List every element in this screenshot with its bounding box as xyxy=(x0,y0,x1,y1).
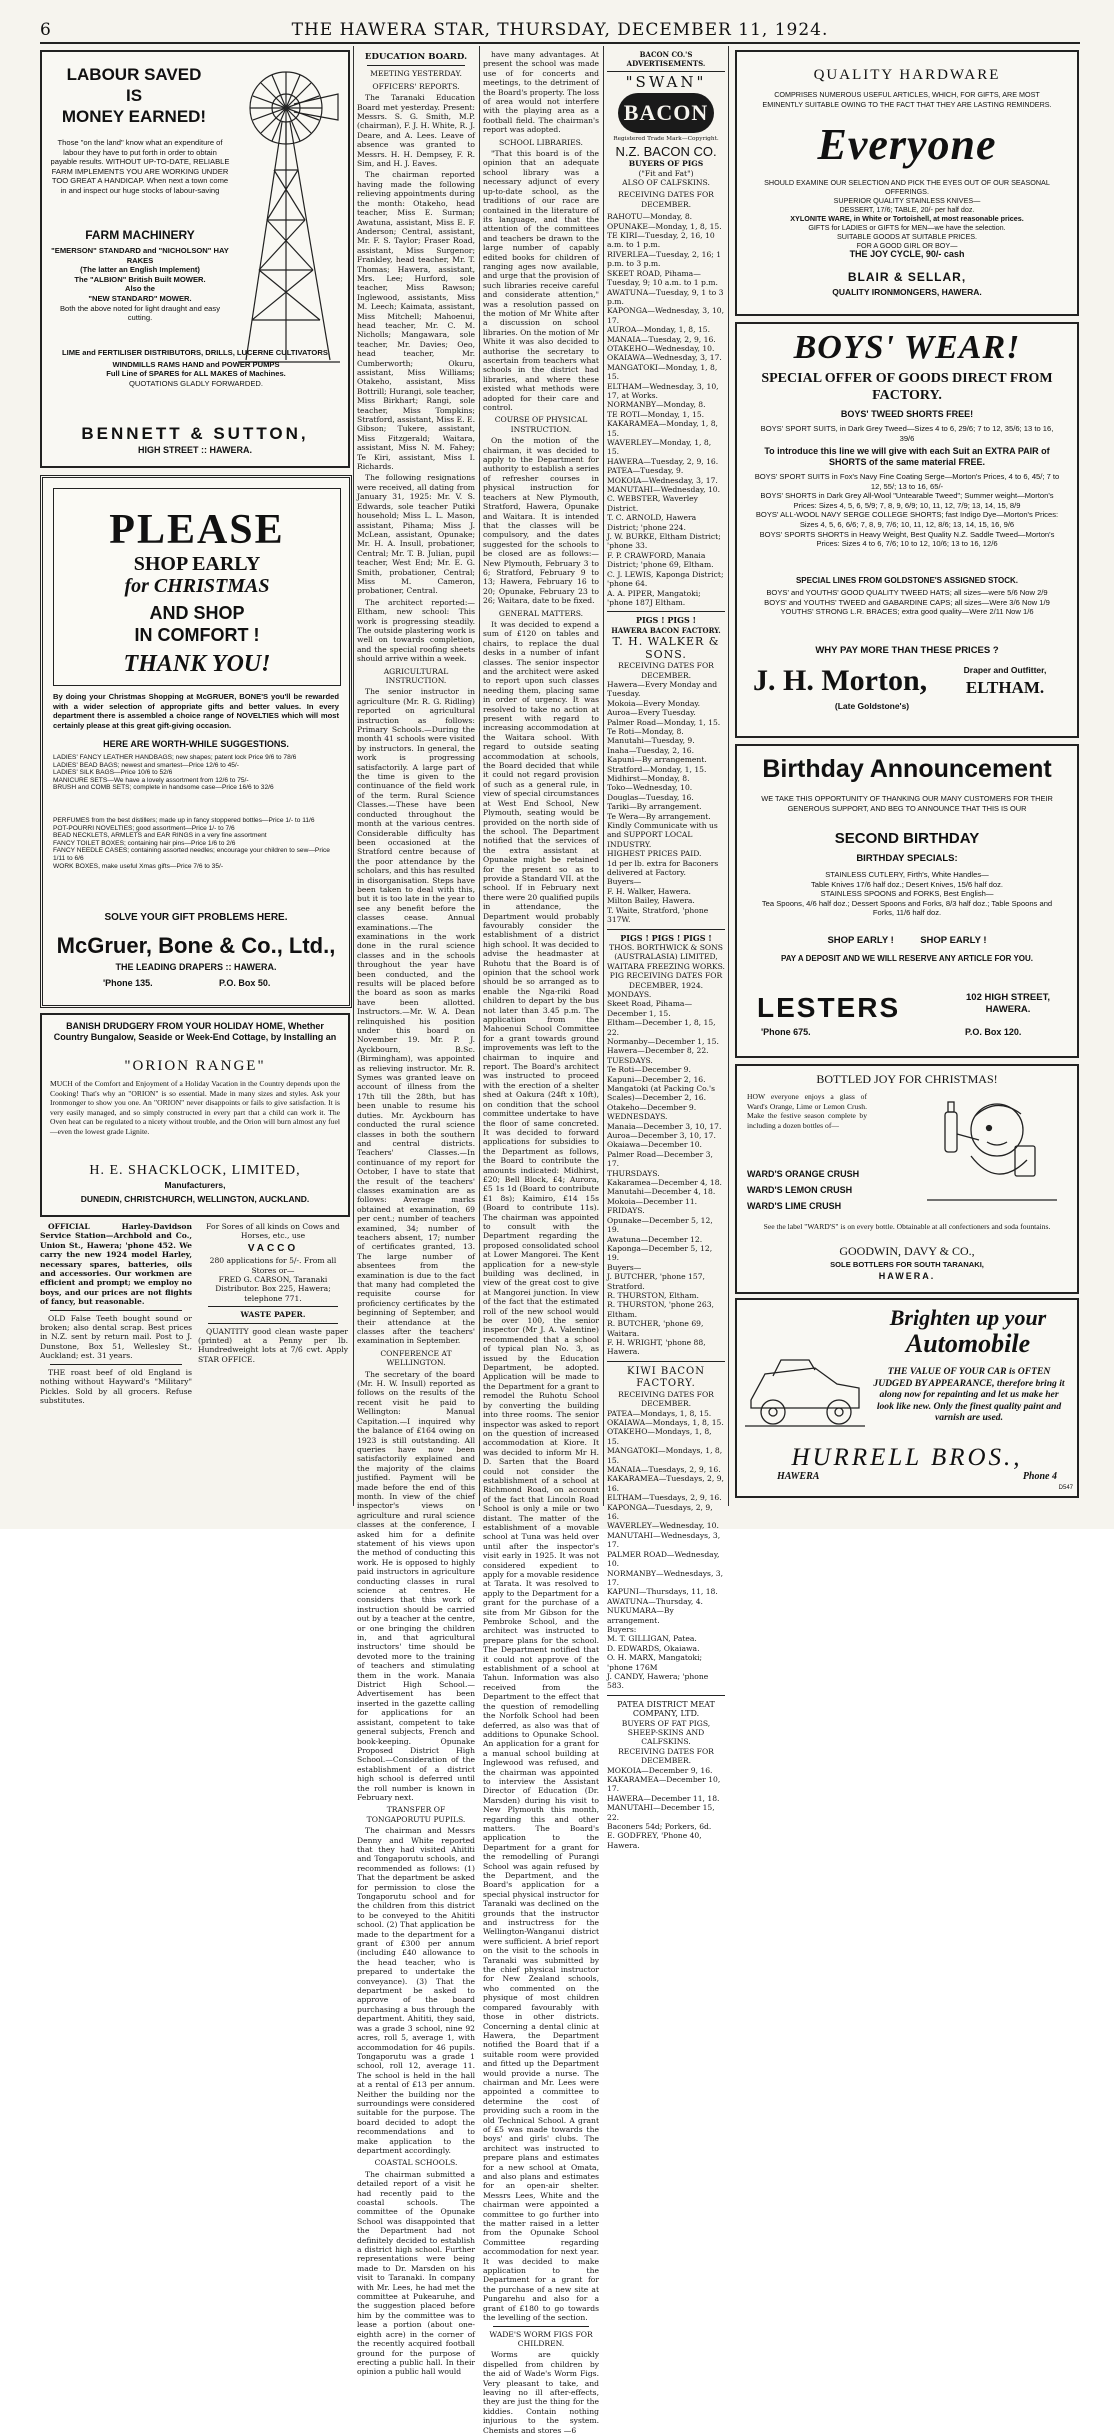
suggestion-item: LADIES' SILK BAGS—Price 10/6 to 52/6 xyxy=(53,769,173,777)
walker-date-item: T. Waite, Stratford, 'phone 317W. xyxy=(607,905,709,925)
labour-line: WINDMILLS RAMS HAND and POWER PUMPS xyxy=(112,359,280,369)
walker-date-item: HIGHEST PRICES PAID. xyxy=(607,849,702,859)
borthwick-date-item: Skeet Road, Pihama—December 1, 15. xyxy=(607,999,693,1018)
labour-intro: Those "on the land" know what an expenditure of labour they have to put forth in order to obtain payable results. WITHOUT UP-TO-DATE, RELIABLE FARM IMPLEMENTS YOU ARE WORKING UNDER TOO GREAT A HANDICAP. When next a town come in and inspect our huge stocks of labour-saving xyxy=(50,138,230,195)
walker-date-item: Inaha—Tuesday, 2, 16. xyxy=(607,745,695,755)
article-paragraph: The chairman submitted a detailed report of a visit he had recently paid to the coastal schools. The committee of the Opunake School was disappointed that the Department had not definitely decided to establish a district high school. Further representations were being made to Dr. Marsden on his visit to Taranaki. In company with Mr. Lees, he had met the committee at Pukearuhe, and the suggestion placed before him by the committee was to lease a portion (about one-eighth acre) in the corner of the recently acquired football ground for the purpose of erecting a public hall. In their opinion a public hall would xyxy=(357,2169,475,2377)
kiwi-date-item: MANUTAHI—Wednesdays, 3, 17. xyxy=(607,1530,721,1550)
birthday-line: Tea Spoons, 4/6 half doz.; Dessert Spoons and Forks, 8/3 half doz.; Table Spoons and Forks, 11/6 half doz. xyxy=(761,898,1053,918)
education-sub1: MEETING YESTERDAY. xyxy=(370,69,462,79)
hardware-line: DESSERT, 17/6; TABLE, 20/- per half doz. xyxy=(839,205,975,214)
borthwick-date-item: Buyers— xyxy=(607,1262,642,1272)
patea-date-item: MANUTAHI—December 15, 22. xyxy=(607,1803,715,1822)
bacon-date-item: NORMANBY—Monday, 8. xyxy=(607,400,706,410)
small-ads-left xyxy=(40,1222,192,1490)
vacco-name: VACCO xyxy=(247,1242,299,1254)
lesters-name: LESTERS xyxy=(757,992,901,1023)
swan-brand: "SWAN" xyxy=(625,72,707,91)
suggestion-item: BRUSH and COMB SETS; complete in handsome case—Price 16/6 to 32/6 xyxy=(53,784,274,792)
article-paragraph: The chairman reported having made the following relieving appointments during the month: Otakeho, head teacher, Miss E. Surman; Awatuna, assistant, Miss E. F. Anderson; Central, assistant, Mr. F. S. Taylor; Fraser Road, assistant, Miss Surgenor; Frankley, head teacher, Mr. T. Thomas; Hawera, assistant, Mrs. Lee; Hurford, sole teacher, Miss Rawson; Inglewood, assistants, Miss M. Leech; Kaimata, assistant, Miss Mitchell; Mahoenui, head teacher, Mr. C. M. Nicholls; Mangawara, sole teacher, Mr. Davies; Oeo, head teacher, Mr. Cumberworth; Okuru, assistant, Miss Williams; Otakeho, assistant, Miss Bottrill; Hurangi, sole teacher, Miss Birkhart; Rangi, sole teacher, Miss Tompkins; Stratford, assistant, Miss E. E. Gibson; Tukere, assistant, Miss Fitzgerald; Waitara, assistant, Miss N. M. Fahey; Te Kiri, assistant, Miss I. Richards. xyxy=(357,170,475,472)
borthwick-date-item: Mangatoki (at Packing Co.'s Scales)—December 2, 16. xyxy=(607,1084,715,1103)
false-teeth-ad: OLD False Teeth bought sound or broken; also dental scrap. Best prices in N.Z. sent by return mail. Post to J. Dunstone, Box 51, Wellesley St., Auckland; est. 31 years. xyxy=(40,1313,192,1361)
goodwin-davy-name: GOODWIN, DAVY & CO., xyxy=(839,1244,975,1258)
borthwick-dates-list xyxy=(607,990,725,1357)
patea-receiving: RECEIVING DATES FOR DECEMBER. xyxy=(618,1746,714,1766)
patea-date-item: KAKARAMEA—December 10, 17. xyxy=(607,1775,721,1794)
walker-date-item: Milton Bailey, Hawera. xyxy=(607,896,695,906)
boys-bold-offer: To introduce this line we will give with each Suit an EXTRA PAIR of SHORTS of the same material FREE. xyxy=(764,446,1050,467)
article-paragraph: have many advantages. At present the school was made use of for concerts and meetings, to the detriment of the Board's property. The loss of area would not interfere with the playing area as a football field. The chairman's report was adopted. xyxy=(483,50,599,135)
kiwi-dates-list xyxy=(607,1409,725,1691)
hardware-line: SUPERIOR QUALITY STAINLESS KNIVES— xyxy=(833,196,981,205)
article-paragraph: The secretary of the board (Mr. H. W. Insull) reported as follows on the results of the recent visit he paid to Wellington: Manual Capitation.—I inquired why the balance of £164 owing on 1923 is still outstanding. All queries have now been satisfactorily explained and the majority of the claims justified. Payment will be made before the end of this month. In view of the chief inspector's views on agriculture and rural science classes at the conference, I asked him for a definite statement of his views upon the method of conducting this work. He is opposed to highly paid instructors in agriculture conducting classes in rural science at centres. He considers that this work of instruction should be carried out by a teacher at the centre, or one bringing the children in, and that agricultural instructors' time should be devoted more to the training of teachers and stimulating them in the work. Manaia District High School.—Advertisement has been inserted in the gazette calling for applications for an assistant, competent to take general subjects, French and book-keeping. Opunake Proposed District High School.—Consideration of the establishment of a district high school is deferred until the roll number is known in February next. xyxy=(357,1369,475,1802)
kiwi-date-item: NUKUMARA—By arrangement. xyxy=(607,1606,674,1625)
for-christmas-headline: for CHRISTMAS xyxy=(124,575,270,597)
kiwi-date-item: M. T. GILLIGAN, Patea. xyxy=(607,1634,697,1644)
goldstone-heading: SPECIAL LINES FROM GOLDSTONE'S ASSIGNED STOCK. xyxy=(795,576,1019,585)
labour-line: (The latter an English Implement) xyxy=(80,265,200,275)
article-paragraph: Worms are quickly dispelled from children by the aid of Wade's Worm Figs. Very pleasant to take, and leaving no ill after-effects, they are just the thing for the kiddies. Contain nothing injurious to the system. Chemists and stores —6 xyxy=(483,2350,599,2435)
kiwi-date-item: OKAIAWA—Mondays, 1, 8, 15. xyxy=(607,1418,724,1427)
walker-date-item: F. H. Walker, Hawera. xyxy=(607,886,691,896)
in-comfort-headline: IN COMFORT ! xyxy=(134,625,260,645)
article-subheading: SCHOOL LIBRARIES. xyxy=(499,137,583,147)
article-subheading: TRANSFER OF TONGAPORUTU PUPILS. xyxy=(366,1805,466,1824)
blair-sellar-name: BLAIR & SELLAR, xyxy=(847,270,967,284)
boys-line: BOYS' and YOUTHS' TWEED and GABARDINE CAPS; all sizes—Were 3/6 Now 1/9 xyxy=(764,597,1050,607)
ward-item: WARD'S ORANGE CRUSH xyxy=(747,1169,860,1179)
kiwi-date-item: J. CANDY, Hawera; 'phone 583. xyxy=(607,1671,709,1691)
farm-machinery-heading: FARM MACHINERY xyxy=(85,228,195,242)
walker-date-item: 1d per lb. extra for Baconers delivered at Factory. xyxy=(607,858,719,878)
walker-date-item: Midhirst—Monday, 8. xyxy=(607,774,690,783)
walker-date-item: Auroa—Every Tuesday. xyxy=(607,708,696,718)
quality-hardware-ad xyxy=(735,50,1079,316)
patea-date-item: HAWERA—December 11, 18. xyxy=(607,1793,720,1803)
brighten-headline: Brighten up your xyxy=(889,1305,1047,1330)
vacco-price: 280 applications for 5/-. From all Stores or— xyxy=(209,1256,337,1275)
bacon-trademark: Registered Trade Mark—Copyright. xyxy=(613,135,719,142)
bacon-date-item: OTAKEHO—Wednesday, 10. xyxy=(607,343,715,353)
article-subheading: GENERAL MATTERS. xyxy=(498,608,584,618)
mcgruer-ad-lower xyxy=(40,815,352,1008)
kiwi-date-item: ELTHAM—Tuesdays, 2, 9, 16. xyxy=(607,1493,722,1503)
lesters-phone: 'Phone 675. xyxy=(761,1027,811,1037)
borthwick-pigs: PIGS ! PIGS ! PIGS ! xyxy=(620,932,712,943)
car-illustration xyxy=(745,1330,865,1440)
borthwick-date-item: Palmer Road—December 3, 17. xyxy=(607,1149,713,1169)
boys-wear-title: BOYS' WEAR! xyxy=(793,329,1021,366)
goodwin-role: SOLE BOTTLERS FOR SOUTH TARANAKI, xyxy=(830,1260,984,1269)
mcgruer-intro: By doing your Christmas Shopping at McGRUER, BONE'S you'll be rewarded with a wider selection of appropriate gifts and better values. In every department there is assembled a choice range of NOVELTIES which will most certainly please at this great gift-giving occasion. xyxy=(53,692,339,730)
thank-you-headline: THANK YOU! xyxy=(123,651,271,677)
mcgruer-firm-name: McGruer, Bone & Co., Ltd., xyxy=(56,933,336,958)
bacon-date-item: SKEET ROAD, Pihama—Tuesday, 9; 10 a.m. to 1 p.m. xyxy=(607,268,718,288)
labour-saved-ad xyxy=(40,50,350,468)
article-paragraph: The Taranaki Education Board met yesterday. Present: Messrs. S. G. Smith, M.P. (chairman), F. J. H. White, R. J. Deare, and A. Lees. Leave of absence was granted to Messrs. H. H. Dempsey, F. R. Sim, and H. J. Eaves. xyxy=(357,93,475,169)
borthwick-date-item: Kapuni—December 2, 16. xyxy=(607,1074,706,1084)
labour-line: LIME and FERTILISER DISTRIBUTORS, DRILLS, LUCERNE CULTIVATORS. xyxy=(61,348,331,357)
walker-dates-list xyxy=(607,680,725,925)
labour-headline-1: LABOUR SAVED xyxy=(66,65,202,84)
kiwi-date-item: PALMER ROAD—Wednesday, 10. xyxy=(607,1549,720,1569)
borthwick-firm: THOS. BORTHWICK & SONS (AUSTRALASIA) LIMITED, WAITARA FREEZING WORKS. xyxy=(607,942,725,971)
kiwi-date-item: PATEA—Mondays, 1, 8, 15. xyxy=(607,1408,712,1418)
column-rule xyxy=(603,46,604,1506)
bacon-date-item: AWATUNA—Tuesday, 9, 1 to 3 p.m. xyxy=(607,287,724,306)
birthday-specials: BIRTHDAY SPECIALS: xyxy=(856,853,958,864)
bacon-date-item: C. J. LEWIS, Kaponga District; 'phone 64. xyxy=(607,569,724,589)
hurrell-bros-ad xyxy=(735,1298,1079,1498)
patea-date-item: E. GODFREY, 'Phone 40, Hawera. xyxy=(607,1831,702,1850)
walker-date-item: Douglas—Tuesday, 16. xyxy=(607,792,694,802)
hardware-title: QUALITY HARDWARE xyxy=(813,67,1001,83)
suggestion-item: POT-POURRI NOVELTIES; good assortment—Price 1/- to 7/6 xyxy=(53,824,235,832)
kiwi-date-item: NORMANBY—Wednesdays, 3, 17. xyxy=(607,1568,724,1587)
small-ads-mid xyxy=(198,1222,348,1490)
article-paragraph: The senior instructor in agriculture (Mr. R. G. Ridling) reported on agricultural instruction as follows: Primary Schools.—During the month 41 schools were visited by instructors. In general, the work is progressing satisfactorily. A large part of the time is given to the continuance of the field work of the term. Rural Science Classes.—These have been conducted throughout the month at the various centres. Considerable difficulty has been occasioned at the Stratford centre because of the poor attendance by the scholars, and this has resulted in disorganisation. Steps have been taken to deal with this, but it is too late in the year to see any benefit before the classes cease. Annual examinations.—The examinations in the work done in the rural science classes and in the schools throughout the year have been conducted, and the results will be placed before the board as soon as marks have been allotted. Instructors.—Mr. W. A. Dean relinquished his position under this board on November 19. Mr. P. J. Ayckbourn, B.Sc. (Birmingham), was appointed as relieving instructor. Mr. R. Symes was granted leave on account of illness from the 17th till the 28th, but has been unable to resume his duties. Mr. Ayckbourn has conducted the rural science classes in both the southern and central districts. Teachers' Classes.—In continuance of my report for October, I have to state that the result of the teachers' classes examination are as follows: Average marks obtained at examination, 69 per cent.; number of teachers examined, 34; number of teachers absent, 17; number of certificates granted, 13. The large number of absentees from the examination is due to the fact that many had completed the requisite course for proficiency certificates by the beginning of September, and their attendance at the classes after the teachers' examination in September. xyxy=(357,687,475,1346)
carson-distributor: FRED G. CARSON, Taranaki Distributor. Box 225, Hawera; telephone 771. xyxy=(215,1275,331,1303)
shorts-heading: BOYS' TWEED SHORTS FREE! xyxy=(840,409,974,419)
deposit-line: PAY A DEPOSIT AND WE WILL RESERVE ANY ARTICLE FOR YOU. xyxy=(780,954,1034,963)
orion-name: "ORION RANGE" xyxy=(124,1058,266,1074)
waste-paper-ad: QUANTITY good clean waste paper (printed) at a Penny per lb. Hundredweight lots at 7/6 cwt. Apply STAR OFFICE. xyxy=(198,1326,348,1364)
harley-davidson-ad: OFFICIAL Harley-Davidson Service Station—Archbold and Co., Union St., Hawera; 'phone 452. We carry the new 1924 model Harley, necessary spares, batteries, oils and accessories. Our workmen are efficient and prompt; we employ no boys, and our prices are not flights of fancy, but reasonable. xyxy=(40,1222,192,1307)
borthwick-date-item: Mokoia—December 11. xyxy=(607,1196,698,1206)
kiwi-date-item: Buyers: xyxy=(607,1624,637,1634)
waste-paper-heading: WASTE PAPER. xyxy=(240,1310,306,1320)
windmill-illustration xyxy=(234,60,344,372)
walker-firm: T. H. WALKER & SONS. xyxy=(612,635,720,662)
bacon-date-item: TE ROTI—Monday, 1, 15. xyxy=(607,409,705,419)
education-board-column xyxy=(357,50,475,2377)
ward-item: WARD'S LEMON CRUSH xyxy=(747,1185,853,1195)
boys-line: BOYS' SPORT SUITS, in Dark Grey Tweed—Sizes 4 to 6, 29/6; 7 to 12, 35/6; 13 to 16, 39/6 xyxy=(760,424,1054,443)
suggestions-heading: HERE ARE WORTH-WHILE SUGGESTIONS. xyxy=(103,739,289,749)
borthwick-date-item: THURSDAYS. xyxy=(607,1168,660,1178)
labour-headline-2: IS xyxy=(125,86,143,105)
nz-bacon-co: N.Z. BACON CO. xyxy=(615,144,717,160)
borthwick-date-item: Normanby—December 1, 15. xyxy=(607,1036,719,1046)
bacon-also: ALSO OF CALFSKINS. xyxy=(622,178,710,188)
why-pay-more: WHY PAY MORE THAN THESE PRICES ? xyxy=(815,645,999,656)
bacon-date-item: MANAIA—Tuesday, 2, 9, 16. xyxy=(607,334,716,344)
boys-line: BOYS' and YOUTHS' GOOD QUALITY TWEED HATS; all sizes—were 5/6 Now 2/9 xyxy=(766,588,1048,597)
borthwick-date-item: Eltham—December 1, 8, 15, 22. xyxy=(607,1018,716,1037)
column-rule xyxy=(353,46,354,1506)
lesters-box: P.O. Box 120. xyxy=(965,1027,1022,1037)
second-birthday: SECOND BIRTHDAY xyxy=(834,830,980,847)
please-headline: PLEASE xyxy=(109,507,285,553)
pickles-ad: THE roast beef of old England is nothing without Hayward's "Military" Pickles. Sold by all grocers. Refuse substitutes. xyxy=(40,1367,192,1405)
walker-date-item: Kindly Communicate with us and SUPPORT LOCAL INDUSTRY. xyxy=(607,821,718,849)
bacon-date-item: RIVERLEA—Tuesday, 2, 16; 1 p.m. to 3 p.m. xyxy=(607,249,722,269)
everyone-script: Everyone xyxy=(817,120,997,169)
borthwick-date-item: Manaia—December 3, 10, 17. xyxy=(607,1121,722,1131)
shacklock-name: H. E. SHACKLOCK, LIMITED, xyxy=(89,1163,301,1178)
bacon-date-item: A. A. PIPER, Mangatoki; 'phone 187J Eltham. xyxy=(607,588,701,607)
bacon-date-item: T. C. ARNOLD, Hawera District; 'phone 224. xyxy=(607,513,697,532)
suggestion-item: FANCY NEEDLE CASES; containing assorted needles; encourage your children to sew—Price 1/11 to 6/6 xyxy=(53,847,330,862)
article-paragraph: The architect reported:—Eltham, new school: This work is progressing steadily. The outside plastering work is well on towards completion, and the special roofing sheets should arrive within a week. xyxy=(357,597,475,664)
suggestion-item: MANICURE SETS—We have a lovely assortment from 12/6 to 75/- xyxy=(53,776,249,784)
patea-dates-list xyxy=(607,1766,725,1851)
labour-line: "NEW STANDARD" MOWER. xyxy=(88,293,192,303)
education-title: EDUCATION BOARD. xyxy=(364,52,468,62)
newspaper-title: THE HAWERA STAR, THURSDAY, DECEMBER 11, 1924. xyxy=(291,20,829,40)
labour-line: Full Line of SPARES for ALL MAKES of Machines. xyxy=(106,369,286,379)
shop-early-headline: SHOP EARLY xyxy=(133,553,261,575)
birthday-line: STAINLESS SPOONS and FORKS, Best English— xyxy=(820,889,994,899)
walker-date-item: Buyers— xyxy=(607,877,642,887)
hurrell-town: HAWERA xyxy=(777,1471,820,1482)
borthwick-date-item: Kakaramea—December 4, 18. xyxy=(607,1178,722,1188)
article-subheading: AGRICULTURAL INSTRUCTION. xyxy=(383,666,449,685)
suggestion-item: WORK BOXES, make useful Xmas gifts—Price 7/6 to 35/- xyxy=(53,862,224,870)
borthwick-date-item: Awatuna—December 12. xyxy=(607,1234,703,1244)
borthwick-date-item: FRIDAYS. xyxy=(607,1206,645,1216)
bacon-date-item: OKAIAWA—Wednesday, 3, 17. xyxy=(607,353,722,363)
borthwick-date-item: Auroa—December 3, 10, 17. xyxy=(607,1131,716,1141)
kiwi-date-item: O. H. MARX, Mangatoki; 'phone 176M xyxy=(607,1653,703,1672)
borthwick-receiving: PIG RECEIVING DATES FOR DECEMBER, 1924. xyxy=(609,971,723,990)
hardware-line: FOR A GOOD GIRL OR BOY— xyxy=(856,241,958,250)
solve-gift-problems: SOLVE YOUR GIFT PROBLEMS HERE. xyxy=(104,912,288,923)
patea-date-item: MOKOIA—December 9, 16. xyxy=(607,1765,713,1775)
bacon-date-item: F. P. CRAWFORD, Manaia District; 'phone 69, Eltham. xyxy=(607,550,714,570)
birthday-announcement-ad xyxy=(735,744,1079,1058)
borthwick-date-item: R. BUTCHER, 'phone 69, Waitara. xyxy=(607,1319,704,1338)
hardware-line: SUITABLE GOODS AT SUITABLE PRICES. xyxy=(836,232,978,241)
borthwick-date-item: MONDAYS. xyxy=(607,989,652,999)
boys-line: YOUTHS' STRONG L.R. BRACES; extra good quality—Were 2/11 Now 1/6 xyxy=(780,607,1034,617)
masthead xyxy=(40,18,1080,44)
article-paragraph: The following resignations were received, all dating from January 31, 1925: Mr. V. S. Edwards, sole teacher Putiki household; Miss L. L. Mason, assistant, Pihama; Miss J. McLean, assistant, Opunake; Mr. H. A. Insull, probationer, Central; Mr. T. B. Julian, pupil teacher, West End; Mr. E. G. Smith, probationer, Central; Miss M. Cameron, probationer, Central. xyxy=(357,473,475,596)
bacon-date-item: HAWERA—Tuesday, 2, 9, 16. xyxy=(607,456,719,466)
hardware-line: GIFTS for LADIES or GIFTS for MEN—we have the selection. xyxy=(808,223,1006,232)
goodwin-town: HAWERA. xyxy=(878,1271,936,1281)
walker-pigs: PIGS ! PIGS ! xyxy=(635,615,697,626)
article-paragraph: The chairman and Messrs Denny and White reported that they had visited Ahititi and Tongaporutu schools, and recommended as follows: (1) That the department be asked for permission to close the Tongaporutu school and for the children from this district to be conveyed to the Ahititi school. (2) That application be made to the department for a grant of £300 per annum (including £40 allowance to the head teacher, who is prepared to undertake the conveyance). (3) That the department be asked to approve of the board purchasing a bus through the department. Ahititi, they said, was a grade 3 school, nine 92 acres, roll 5, average 1, with accommodation for 46 pupils. Tongaporutu was a grade 1 school, roll 12, average 11. The school is held in the hall at a rental of £13 per annum. Neither the building nor the surroundings were considered suitable for the purpose. The board decided to adopt the recommendations and to make application to the department accordingly. xyxy=(357,1826,475,2155)
bacon-date-item: AUROA—Monday, 1, 8, 15. xyxy=(607,325,711,335)
morton-town: ELTHAM. xyxy=(965,678,1045,697)
borthwick-date-item: J. BUTCHER, 'phone 157, Stratford. xyxy=(607,1272,705,1291)
kiwi-date-item: MANGATOKI—Mondays, 1, 8, 15. xyxy=(607,1446,723,1465)
boy-drinking-illustration xyxy=(887,1090,1067,1210)
article-paragraph: On the motion of the chairman, it was decided to apply to the Department for authority to establish a series of refresher courses in physical instruction for teachers at New Plymouth, Stratford, Hawera, Opunake and Waitara. It is intended that the classes will be compulsory, and the dates suggested for the schools to be closed are as follows:—New Plymouth, February 3 to 6; Stratford, February 9 to 13; Hawera, February 16 to 20; Opunake, February 23 to 26; Waitara, date to be fixed. xyxy=(483,436,599,606)
column-rule xyxy=(728,46,729,1506)
borthwick-date-item: Opunake—December 5, 12, 19. xyxy=(607,1215,713,1235)
borthwick-date-item: R. THURSTON, Eltham. xyxy=(607,1290,699,1300)
walker-date-item: Mokoia—Every Monday. xyxy=(607,698,701,708)
bacon-header: BACON CO.'S ADVERTISEMENTS. xyxy=(626,50,706,69)
boys-line: BOYS' SPORTS SHORTS in Heavy Weight, Best Quality N.Z. Saddle Tweed—Morton's Prices: Sizes 4 to 6, 7/6; 10 to 12, 10/6; 13 to 16, 12/6 xyxy=(759,529,1055,549)
borthwick-date-item: Manutahi—December 4, 18. xyxy=(607,1187,716,1197)
hardware-line: XYLONITE WARE, in White or Tortoishell, at most reasonable prices. xyxy=(790,214,1024,223)
hardware-line: THE JOY CYCLE, 90/- cash xyxy=(849,249,965,259)
boys-offer: SPECIAL OFFER OF GOODS DIRECT FROM FACTORY. xyxy=(761,371,1053,403)
bacon-date-item: ELTHAM—Wednesday, 3, 10, 17, at Works. xyxy=(607,381,719,400)
page-number: 6 xyxy=(40,20,52,40)
bacon-date-item: J. W. BURKE, Eltham District; 'phone 33. xyxy=(607,532,721,551)
labour-line: The "ALBION" British Built MOWER. xyxy=(74,274,206,284)
boys-line: BOYS' SHORTS in Dark Grey All-Wool "Untearable Tweed"; Summer weight—Morton's Prices: Sizes 4, 5, 6, 5/9; 7, 8, 9, 6/9; 10, 11, 12, 7/9; 13, 14, 15, 8/9 xyxy=(760,491,1054,510)
article-paragraph: It was decided to expend a sum of £120 on tables and chairs, to replace the dual desks in a number of infant classes. The senior inspector and the architect were asked to report upon such classes needing them, placing same in order of urgency. It was resolved to take no action at present with regard to increasing accommodation at the Waitara school. With regard to outside seating accommodation at schools, the Board decided that while it could not regard provision of such as a general rule, in view of special circumstances at West End School, New Plymouth, seating would be provided on the north side of the school. The Department notified that the services of the extra assistant at Opunake might be retained for the present so as to provide a Standard VII. at the school. If in February next there were 20 qualified pupils in attendance, the Department would probably favourably consider the establishment of a district high school. It was decided to advise the headmaster at Ruhotu that the Board is of opinion that the school work should be so arranged as to enable the Nga-riki Road children to depart by the bus not later than 3.45 p.m. The application from the Mahoenui School Committee for a grant towards ground improvements was left to the chairman to inquire and report. The Board's architect was instructed to proceed with the erection of a shelter shed at Oakura (24ft x 10ft), on condition that the school committee undertake to have the floor of same concreted. It was decided to forward applications for subsidies to the Department as follows, the Board to contribute the amounts indicated: Midhirst, £20; Bell Block, £4; Aurora, £5 1s 1d (Board to contribute £1 8s); Kaimiro, £14 15s (Board to contribute 11s). The chairman was appointed to consult with the Department regarding the proposed consolidated school at Lower Mangorei. The Kent application for a new-style building was declined, in view of the great cost to give at Mangorei junction. In view of the fact that the estimated roll of the new school would be over 100, the senior inspector (Mr J. A. Valentine) recommended that a school of typical plan No. 3, as issued by the Education Department, be adopted. Application will be made to the Department for a grant to remodel the Ruhotu School by converting the building into three rooms. The senior inspector was asked to report on the question of increased accommodation at Kiore. It was decided to inform Mr H. D. Sarten that the Board could not consider the establishment of a school at Richmond Road, on account of the fact that Lincoln Road School is only a mile or two distant. The matter of the establishment of a movable school at Tuna was held over until after the inspector's visit early in 1925. It was not considered expedient to apply for a movable residence at Tarata. It was resolved to apply to the Department for a grant for the purchase of a site from Mr Gibson for the Pembroke School, and the architect was instructed to prepare plans for the school. The Department notified that it could not approve of the establishment of a school at Tahun. Information was also received from the Department to the effect that the question of remodelling the Norfolk School had been deferred, as also was that of additions to Opunake School. An application for a grant for a manual school building at Inglewood was refused, and the chairman was appointed to interview the Assistant Director of Education (Dr. Marsden) during his visit to New Plymouth this month, regarding this and other matters. The Board's application to the Department for a grant for the remodelling of Purangi School was again refused by the Department, and the Board's application for a special physical instructor for Taranaki was declined on the grounds that the instructor and instructress for the Wellington-Wanganui district were sufficient. A brief report on the visit to the schools in Taranaki was submitted by the chief physical instructor for New Zealand schools, who commented on the physique of most children compared favourably with those in other districts. Concerning a dental clinic at Hawera, the Department notified the Board that if a suitable room were provided and fitted up the Department would provide a nurse. The chairman and Mr. Lees were appointed a committee to determine the cost of providing such a room in the old Technical School. A grant of £5 was made towards the boys' and girls' clubs. The architect was instructed to prepare plans and estimates for a new school at Omata, and also plans and estimates for an open-air shelter. Messrs Lees, White and the chairman were appointed a committee to go further into the matter raised in a letter from the Opunake School Committee regarding accommodation for next year. It was decided to make application to the Department for a grant for the purchase of a new site at Pungarehu and also for a grant of £180 to go towards the levelling of the section. xyxy=(483,619,599,2323)
bacon-date-item: PATEA—Tuesday, 9. xyxy=(607,466,684,476)
bottled-joy-title: BOTTLED JOY FOR CHRISTMAS! xyxy=(816,1072,998,1086)
borthwick-date-item: Hawera—December 8, 22. xyxy=(607,1046,709,1056)
holly-border xyxy=(53,488,341,686)
walker-date-item: Toko—Wednesday, 10. xyxy=(607,783,693,793)
kiwi-date-item: KAPUNI—Thursdays, 11, 18. xyxy=(607,1587,718,1597)
boys-line: BOYS' SPORT SUITS in Fox's Navy Fine Coating Serge—Morton's Prices, 4 to 6, 45/; 7 to 12, 55/; 13 to 16, 65/- xyxy=(754,472,1060,491)
borthwick-date-item: Kaponga—December 5, 12, 19. xyxy=(607,1243,713,1263)
orion-range-ad xyxy=(40,1013,350,1217)
birthday-line: Table Knives 17/6 half doz.; Desert Knives, 15/6 half doz. xyxy=(810,879,1004,889)
bacon-date-item: C. WEBSTER, Waverley District. xyxy=(607,494,698,513)
labour-line: Both the above noted for light draught and easy cutting. xyxy=(59,303,220,323)
shop-early-line: SHOP EARLY ! SHOP EARLY ! xyxy=(827,935,987,946)
hurrell-name: HURRELL BROS., xyxy=(791,1444,1023,1471)
walker-date-item: Palmer Road—Monday, 1, 15. xyxy=(607,717,721,727)
hardware-intro: COMPRISES NUMEROUS USEFUL ARTICLES, WHICH, FOR GIFTS, ARE MOST EMINENTLY SUITABLE OWING TO THE FACT THAT THEY ARE LASTING REMINDERS. xyxy=(762,90,1052,109)
patea-buyers: BUYERS OF FAT PIGS, SHEEP-SKINS AND CALFSKINS. xyxy=(621,1718,711,1747)
kiwi-date-item: WAVERLEY—Wednesday, 10. xyxy=(607,1521,719,1531)
walker-date-item: Stratford—Monday, 1, 15. xyxy=(607,764,707,774)
boys-line: BOYS' ALL-WOOL NAVY SERGE COLLEGE SHORTS; fast Indigo Dye—Morton's Prices: Sizes 4, 5, 6, 6/6; 7, 8, 9, 7/6; 10, 11, 12, 8/6; 13, 14, 15, 16, 9/6 xyxy=(755,510,1059,529)
bacon-date-item: TE KIRI—Tuesday, 2, 16, 10 a.m. to 1 p.m. xyxy=(607,231,715,250)
hardware-line: SHOULD EXAMINE OUR SELECTION AND PICK THE EYES OUT OF OUR SEASONAL OFFERINGS. xyxy=(764,178,1050,196)
blair-sellar-tagline: QUALITY IRONMONGERS, HAWERA. xyxy=(832,287,982,297)
birthday-line: STAINLESS CUTLERY, Firth's, White Handles— xyxy=(825,870,989,879)
suggestion-item: PERFUMES from the best distillers; made up in fancy stoppered bottles—Price 1/- to 11/6 xyxy=(53,817,315,824)
orion-headline: BANISH DRUDGERY FROM YOUR HOLIDAY HOME, Whether Country Bungalow, Seaside or Week-End Cottage, by Installing an xyxy=(53,1021,337,1042)
kiwi-date-item: KAPONGA—Tuesdays, 2, 9, 16. xyxy=(607,1502,713,1522)
suggestion-item: FANCY TOILET BOXES; containing hair pins—Price 1/6 to 2/6 xyxy=(53,839,236,847)
birthday-intro: WE TAKE THIS OPPORTUNITY OF THANKING OUR MANY CUSTOMERS FOR THEIR GENEROUS SUPPORT, AND BEG TO ANNOUNCE THAT THIS IS OUR xyxy=(761,794,1053,813)
bennett-sutton-name: BENNETT & SUTTON, xyxy=(81,424,309,443)
bottled-note: See the label "WARD'S" is on every bottle. Obtainable at all confectioners and soda fountains. xyxy=(763,1222,1051,1231)
bennett-sutton-address: HIGH STREET :: HAWERA. xyxy=(138,445,252,455)
kiwi-date-item: MANAIA—Tuesdays, 2, 9, 16. xyxy=(607,1465,721,1475)
mcgruer-tagline: THE LEADING DRAPERS :: HAWERA. xyxy=(115,962,277,972)
labour-line: "EMERSON" STANDARD and "NICHOLSON" HAY RAKES xyxy=(51,246,229,265)
bacon-receiving: RECEIVING DATES FOR DECEMBER. xyxy=(618,190,714,209)
walker-date-item: Te Roti—Monday, 8. xyxy=(607,726,684,736)
walker-date-item: Tariki—By arrangement. xyxy=(607,802,702,812)
shacklock-cities: DUNEDIN, CHRISTCHURCH, WELLINGTON, AUCKLAND. xyxy=(80,1194,310,1204)
vacco-intro: For Sores of all kinds on Cows and Horses, etc., use xyxy=(206,1222,340,1241)
bottled-intro: HOW everyone enjoys a glass of Ward's Orange, Lime or Lemon Crush. Make the festive season complete by including a dozen bottles of— xyxy=(747,1092,867,1130)
boys-wear-ad xyxy=(735,322,1079,738)
bacon-dates-list xyxy=(607,212,725,607)
hurrell-phone: Phone 4 xyxy=(1022,1471,1057,1482)
kiwi-receiving: RECEIVING DATES FOR DECEMBER. xyxy=(618,1389,714,1409)
automobile-headline: Automobile xyxy=(905,1329,1031,1358)
column-rule xyxy=(479,46,480,1506)
bottled-joy-ad xyxy=(735,1064,1079,1294)
bacon-fit-fat: ("Fit and Fat") xyxy=(638,168,694,178)
article-paragraph: "That this board is of the opinion that an adequate school library was a necessary adjunct of every up-to-date school, as the traditions of our race are contained in the literature of its language, and that the attention of the committees and teachers be drawn to the large number of capably edited books for children of ranging ages now available, and urge that the provision of such libraries receive careful and considerate attention," was a resolution passed on the motion of Mr White after a discussion on school libraries. On the motion of Mr White it was also decided to authorise the secretary to ascertain from teachers what schools in the district had libraries, and where these existed what methods were adopted for their care and control. xyxy=(483,149,599,413)
bacon-date-item: KAPONGA—Wednesday, 3, 10, 17. xyxy=(607,306,725,325)
kiwi-date-item: D. EDWARDS, Okaiawa. xyxy=(607,1643,700,1653)
mcgruer-ad xyxy=(40,475,352,821)
and-shop-headline: AND SHOP xyxy=(149,603,245,623)
walker-header: HAWERA BACON FACTORY. xyxy=(611,625,721,635)
suggestion-item: LADIES' FANCY LEATHER HANDBAGS; new shapes; patent lock Price 9/6 to 78/6 xyxy=(53,754,297,761)
walker-date-item: Te Wera—By arrangement. xyxy=(607,811,711,821)
bacon-buyers: BUYERS OF PIGS xyxy=(628,159,704,169)
article-subheading: WADE'S WORM FIGS FOR CHILDREN. xyxy=(489,2329,593,2348)
morton-late: (Late Goldstone's) xyxy=(834,701,910,711)
bacon-date-item: WAVERLEY—Monday, 1, 8, 15. xyxy=(607,438,712,457)
borthwick-date-item: Okaiawa—December 10. xyxy=(607,1140,702,1150)
borthwick-date-item: TUESDAYS. xyxy=(607,1055,653,1065)
education-sub2: OFFICERS' REPORTS. xyxy=(372,81,460,91)
bacon-logo: BACON xyxy=(618,93,714,133)
hurrell-body: THE VALUE OF YOUR CAR is OFTEN JUDGED BY APPEARANCE, therefore bring it along now for repainting and let us make her look like new. Only the finest quality paint and varnish are used. xyxy=(873,1366,1065,1424)
kiwi-date-item: AWATUNA—Thursday, 4. xyxy=(607,1596,703,1606)
hurrell-code: D547 xyxy=(1058,1485,1073,1491)
borthwick-date-item: Te Roti—December 9. xyxy=(607,1065,691,1075)
lesters-address: 102 HIGH STREET, HAWERA. xyxy=(966,992,1050,1015)
birthday-title: Birthday Announcement xyxy=(762,755,1052,783)
patea-firm: PATEA DISTRICT MEAT COMPANY, LTD. xyxy=(617,1699,715,1719)
suggestion-item: LADIES' BEAD BAGS; newest and smartest—Price 12/6 to 45/- xyxy=(53,761,239,769)
morton-role: Draper and Outfitter, xyxy=(963,665,1047,675)
walker-date-item: Kapuni—By arrangement. xyxy=(607,755,707,765)
kiwi-date-item: KAKARAMEA—Tuesdays, 2, 9, 16. xyxy=(607,1474,724,1493)
bacon-date-item: MANGATOKI—Monday, 1, 8, 15. xyxy=(607,362,718,382)
article-subheading: COASTAL SCHOOLS. xyxy=(374,2158,458,2168)
article-subheading: CONFERENCE AT WELLINGTON. xyxy=(380,1348,452,1368)
suggestion-item: BEAD NECKLETS, ARMLETS and EAR RINGS in a very fine assortment xyxy=(53,832,267,840)
bacon-column xyxy=(607,50,725,1850)
borthwick-date-item: WEDNESDAYS. xyxy=(607,1112,668,1122)
mcgruer-box: P.O. Box 50. xyxy=(219,978,271,988)
bacon-date-item: RAHOTU—Monday, 8. xyxy=(607,212,693,222)
borthwick-date-item: Otakeho—December 9. xyxy=(607,1102,697,1112)
mcgruer-phone: 'Phone 135. xyxy=(103,978,153,988)
kiwi-firm: KIWI BACON FACTORY. xyxy=(627,1365,705,1389)
article-subheading: COURSE OF PHYSICAL INSTRUCTION. xyxy=(494,415,588,434)
borthwick-date-item: F. H. WRIGHT, 'phone 88, Hawera. xyxy=(607,1337,706,1357)
labour-headline-3: MONEY EARNED! xyxy=(61,107,207,126)
walker-date-item: Manutahi—Tuesday, 9. xyxy=(607,736,695,746)
morton-name: J. H. Morton, xyxy=(753,664,928,697)
labour-line: Also the xyxy=(125,284,155,294)
orion-body: MUCH of the Comfort and Enjoyment of a Holiday Vacation in the Country depends upon the Cooking! That's why an "ORION" is so essential. Made in many sizes and styles. Ask your Ironmonger to show you one. An "ORION" never disappoints or fails to give satisfaction. It is very easily managed, and so simply constructed in every part that a child can work it. The Oven heat can be regulated to a nicety without trouble, and the Orion will burn almost any fuel—even the lowest grade Lignite. xyxy=(50,1079,340,1136)
walker-date-item: Hawera—Every Monday and Tuesday. xyxy=(607,679,718,699)
education-board-continued xyxy=(483,50,599,2435)
walker-receiving: RECEIVING DATES FOR DECEMBER. xyxy=(618,661,714,680)
ward-item: WARD'S LIME CRUSH xyxy=(747,1201,842,1211)
bacon-date-item: MOKOIA—Wednesday, 3, 17. xyxy=(607,475,718,485)
bacon-date-item: OPUNAKE—Monday, 1, 8, 15. xyxy=(607,221,722,231)
borthwick-date-item: R. THURSTON, 'phone 263, Eltham. xyxy=(607,1300,714,1319)
shacklock-role: Manufacturers, xyxy=(164,1180,226,1190)
kiwi-date-item: OTAKEHO—Mondays, 1, 8, 15. xyxy=(607,1427,712,1446)
patea-date-item: Baconers 54d; Porkers, 6d. xyxy=(607,1822,712,1832)
labour-line: QUOTATIONS GLADLY FORWARDED. xyxy=(128,378,264,388)
bacon-date-item: MANUTAHI—Wednesday, 10. xyxy=(607,485,721,495)
bacon-date-item: KAKARAMEA—Monday, 1, 8, 15. xyxy=(607,419,718,438)
